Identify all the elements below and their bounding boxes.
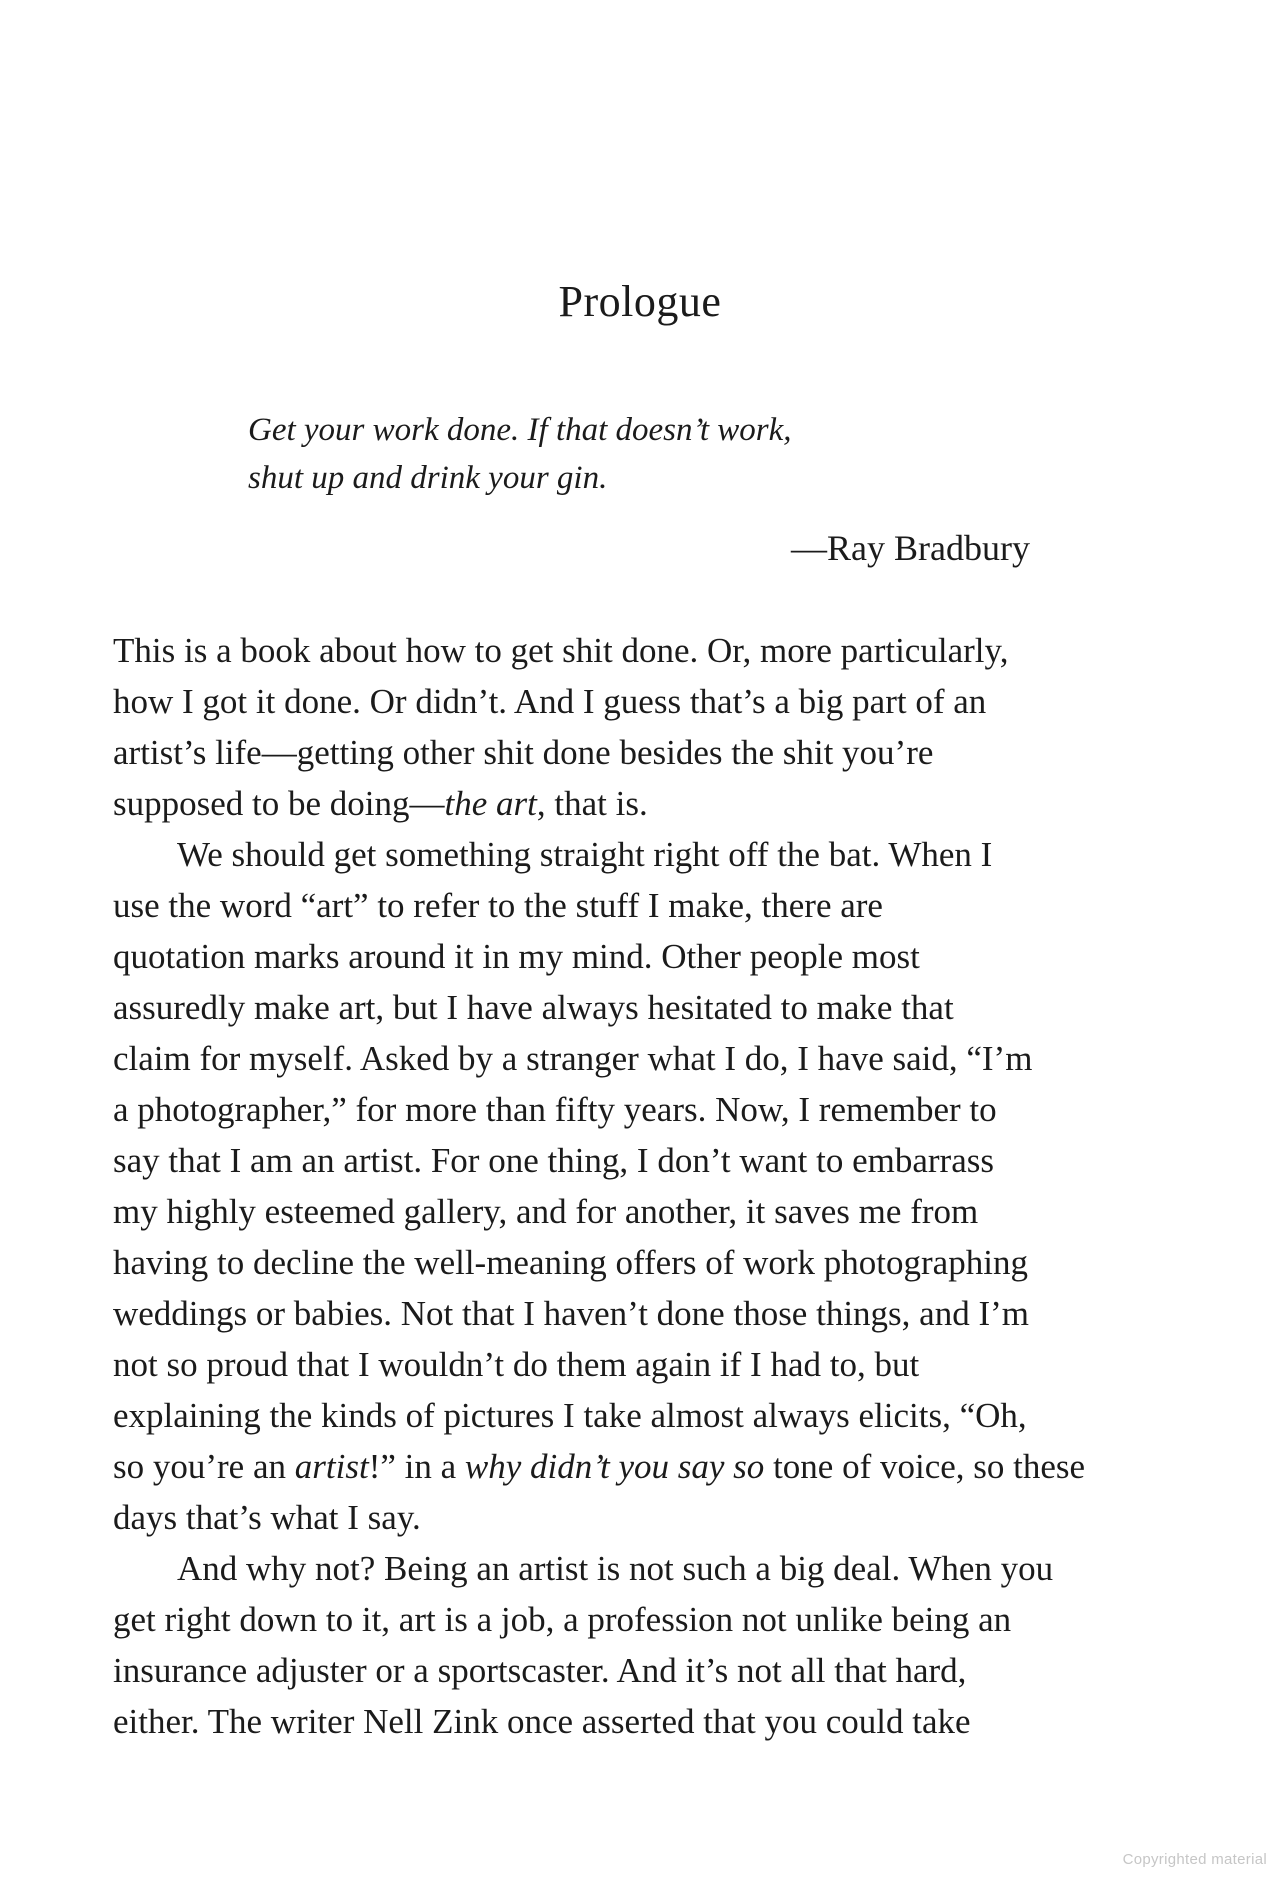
text-segment: having to decline the well-meaning offers of work photographing bbox=[113, 1243, 1028, 1282]
text-segment: tone of voice, so these bbox=[764, 1447, 1086, 1486]
text-line bbox=[113, 1033, 1193, 1084]
text-segment: artist’s life—getting other shit done besides the shit you’re bbox=[113, 733, 934, 772]
text-segment: days that’s what I say. bbox=[113, 1498, 421, 1537]
text-line bbox=[113, 1441, 1193, 1492]
text-segment: And why not? Being an artist is not such a big deal. When you bbox=[177, 1549, 1054, 1588]
epigraph-attribution: —Ray Bradbury bbox=[791, 528, 1030, 568]
text-segment: This is a book about how to get shit done. Or, more particularly, bbox=[113, 631, 1009, 670]
text-segment: weddings or babies. Not that I haven’t done those things, and I’m bbox=[113, 1294, 1029, 1333]
italic-segment: artist bbox=[294, 1447, 369, 1486]
text-line bbox=[113, 1237, 1193, 1288]
text-line bbox=[113, 1696, 1193, 1747]
text-line bbox=[113, 1084, 1193, 1135]
text-line bbox=[113, 1543, 1193, 1594]
text-line bbox=[113, 676, 1193, 727]
text-segment: claim for myself. Asked by a stranger what I do, I have said, “I’m bbox=[113, 1039, 1033, 1078]
italic-segment: why didn’t you say so bbox=[464, 1447, 765, 1486]
text-segment: We should get something straight right off the bat. When I bbox=[177, 835, 993, 874]
text-segment: not so proud that I wouldn’t do them again if I had to, but bbox=[113, 1345, 920, 1384]
text-line bbox=[113, 931, 1193, 982]
epigraph-line: Get your work done. If that doesn’t work, bbox=[248, 412, 792, 448]
text-line bbox=[113, 1288, 1193, 1339]
text-segment: get right down to it, art is a job, a profession not unlike being an bbox=[113, 1600, 1012, 1639]
epigraph bbox=[248, 406, 792, 502]
text-line bbox=[113, 727, 1193, 778]
text-line bbox=[113, 1339, 1193, 1390]
epigraph-line: shut up and drink your gin. bbox=[248, 460, 608, 496]
text-line bbox=[113, 829, 1193, 880]
chapter-title: Prologue bbox=[558, 277, 722, 326]
text-segment: use the word “art” to refer to the stuff I make, there are bbox=[113, 886, 883, 925]
text-segment: explaining the kinds of pictures I take almost always elicits, “Oh, bbox=[113, 1396, 1027, 1435]
text-line bbox=[113, 1594, 1193, 1645]
text-line bbox=[113, 982, 1193, 1033]
italic-segment: the art bbox=[444, 784, 537, 823]
text-line bbox=[113, 1645, 1193, 1696]
body-text bbox=[113, 625, 1193, 1747]
text-segment: how I got it done. Or didn’t. And I guess that’s a big part of an bbox=[113, 682, 987, 721]
text-segment: , that is. bbox=[536, 784, 648, 823]
text-segment: quotation marks around it in my mind. Other people most bbox=[113, 937, 920, 976]
text-segment: assuredly make art, but I have always hesitated to make that bbox=[113, 988, 954, 1027]
text-segment: insurance adjuster or a sportscaster. And it’s not all that hard, bbox=[113, 1651, 967, 1690]
text-line bbox=[113, 625, 1193, 676]
text-segment: say that I am an artist. For one thing, I don’t want to embarrass bbox=[113, 1141, 994, 1180]
text-line bbox=[113, 1492, 1193, 1543]
text-line bbox=[113, 1135, 1193, 1186]
text-segment: !” in a bbox=[368, 1447, 465, 1486]
text-segment: supposed to be doing— bbox=[113, 784, 445, 823]
text-segment: my highly esteemed gallery, and for another, it saves me from bbox=[113, 1192, 979, 1231]
copyright-watermark: Copyrighted material bbox=[1122, 1851, 1267, 1868]
text-segment: either. The writer Nell Zink once asserted that you could take bbox=[113, 1702, 971, 1741]
text-line bbox=[113, 880, 1193, 931]
text-segment: so you’re an bbox=[113, 1447, 295, 1486]
text-line bbox=[113, 778, 1193, 829]
text-segment: a photographer,” for more than fifty years. Now, I remember to bbox=[113, 1090, 997, 1129]
text-line bbox=[113, 1390, 1193, 1441]
text-line bbox=[113, 1186, 1193, 1237]
